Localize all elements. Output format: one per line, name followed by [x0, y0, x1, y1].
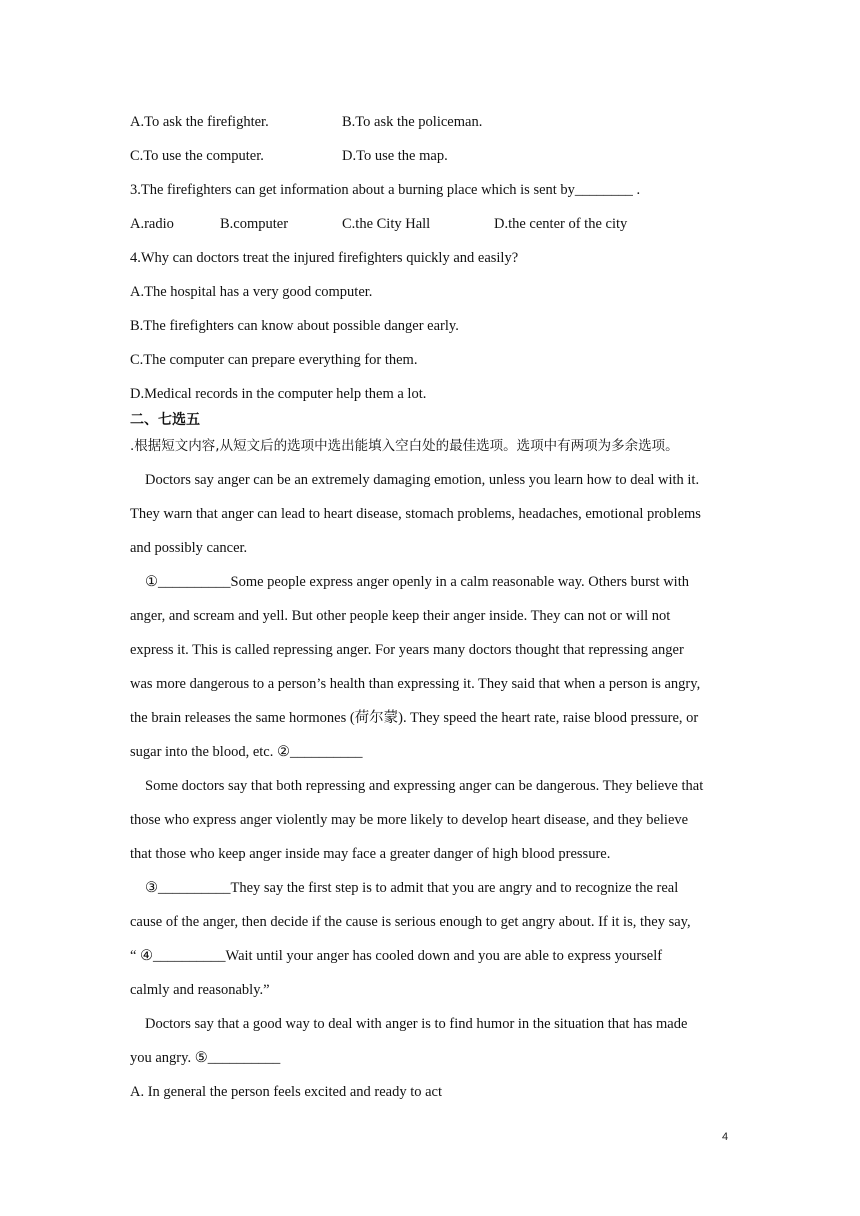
q3-option-c: C.the City Hall — [342, 216, 431, 232]
q2-option-a: A.To ask the firefighter. — [130, 114, 269, 130]
choice-a: A. In general the person feels excited and ready to act — [130, 1084, 443, 1100]
passage-line: ①__________Some people express anger openly in a calm reasonable way. Others burst with — [145, 574, 689, 590]
passage-line: They warn that anger can lead to heart disease, stomach problems, headaches, emotional problems — [130, 506, 701, 522]
q2-option-b: B.To ask the policeman. — [342, 114, 483, 130]
passage-line: you angry. ⑤__________ — [130, 1050, 281, 1066]
q4-option-b: B.The firefighters can know about possible danger early. — [130, 318, 459, 334]
section-instruction: .根据短文内容,从短文后的选项中选出能填入空白处的最佳选项。选项中有两项为多余选项。 — [130, 438, 679, 454]
passage-line: Some doctors say that both repressing and expressing anger can be dangerous. They believe that — [145, 778, 704, 794]
q4-option-d: D.Medical records in the computer help them a lot. — [130, 386, 427, 402]
q2-option-d: D.To use the map. — [342, 148, 448, 164]
passage-line: the brain releases the same hormones (荷尔蒙). They speed the heart rate, raise blood pressure, or — [130, 710, 699, 726]
passage-line: calmly and reasonably.” — [130, 982, 270, 998]
q3-option-a: A.radio — [130, 216, 174, 232]
passage-line: cause of the anger, then decide if the cause is serious enough to get angry about. If it is, they say, — [130, 914, 691, 930]
passage-line: anger, and scream and yell. But other people keep their anger inside. They can not or will not — [130, 608, 671, 624]
page-number: 4 — [722, 1131, 729, 1143]
page-content — [130, 108, 735, 1112]
q3-option-b: B.computer — [220, 216, 289, 232]
q3-options-row — [130, 210, 735, 244]
passage-line: that those who keep anger inside may face a greater danger of high blood pressure. — [130, 846, 611, 862]
q3-option-d: D.the center of the city — [494, 216, 628, 232]
q2-options-row-1 — [130, 108, 735, 142]
q4-option-a: A.The hospital has a very good computer. — [130, 284, 373, 300]
passage-line: and possibly cancer. — [130, 540, 248, 556]
passage-line: those who express anger violently may be more likely to develop heart disease, and they believe — [130, 812, 689, 828]
section-heading: 二、七选五 — [130, 412, 200, 428]
q2-option-c: C.To use the computer. — [130, 148, 264, 164]
question-4: 4.Why can doctors treat the injured firefighters quickly and easily? — [130, 250, 519, 266]
passage-line: ③__________They say the first step is to admit that you are angry and to recognize the real — [145, 880, 679, 896]
passage-line: sugar into the blood, etc. ②__________ — [130, 744, 363, 760]
passage-line: Doctors say anger can be an extremely damaging emotion, unless you learn how to deal with it. — [145, 472, 700, 488]
q2-options-row-2 — [130, 142, 735, 176]
q4-option-c: C.The computer can prepare everything for them. — [130, 352, 418, 368]
passage-line: Doctors say that a good way to deal with anger is to find humor in the situation that has made — [145, 1016, 688, 1032]
passage-line: express it. This is called repressing anger. For years many doctors thought that repressing anger — [130, 642, 684, 658]
passage-line: was more dangerous to a person’s health than expressing it. They said that when a person is angry, — [130, 676, 701, 692]
question-3: 3.The firefighters can get information about a burning place which is sent by________ . — [130, 182, 641, 198]
passage-line: “ ④__________Wait until your anger has cooled down and you are able to express yourself — [130, 948, 663, 964]
